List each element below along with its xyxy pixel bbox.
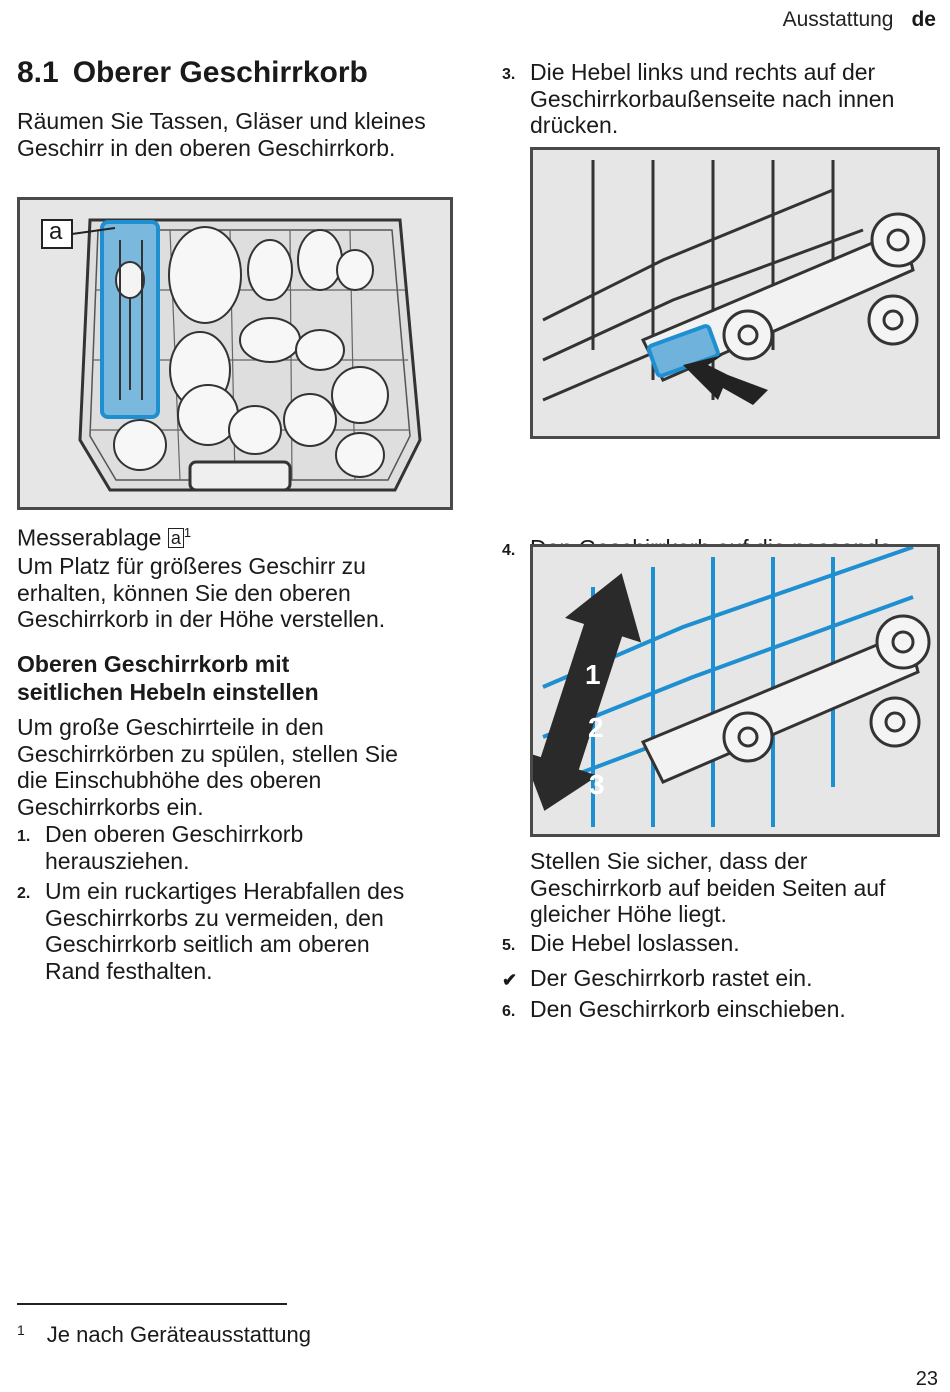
upper-basket-illustration	[20, 200, 450, 507]
level-label-2: 2	[588, 712, 604, 743]
step-1	[17, 821, 447, 874]
running-header	[783, 8, 936, 32]
step-result	[502, 965, 932, 992]
step-number: 5.	[502, 937, 516, 954]
footnote-ref: 1	[183, 525, 192, 540]
step-text: Den oberen Geschirrkorb herausziehen.	[45, 821, 304, 874]
step-text: Die Hebel loslassen.	[530, 930, 740, 956]
step-number: 4.	[502, 541, 516, 559]
step-5	[502, 930, 932, 957]
step-text: Den Geschirrkorb einschieben.	[530, 996, 846, 1022]
caption-text: Messerablage	[17, 524, 162, 551]
footnote-mark: 1	[17, 1322, 25, 1338]
level-label-1: 1	[585, 659, 601, 690]
height-levels-figure	[530, 544, 940, 837]
footnote-divider	[17, 1303, 287, 1305]
step-text: Um ein ruckartiges Herabfallen des Geschirrkorbs zu vermeiden, den Geschirrkorb seitlich am oberen Rand festhalten.	[45, 878, 405, 984]
step-number: 3.	[502, 66, 516, 83]
adjust-paragraph: Um Platz für größeres Geschirr zu erhalten, können Sie den oberen Geschirrkorb in der Höhe verstellen.	[17, 553, 386, 632]
subheading: Oberen Geschirrkorb mit seitlichen Hebeln einstellen	[17, 651, 319, 705]
header-language: de	[911, 8, 936, 31]
footnote	[17, 1322, 311, 1348]
step-number: 1.	[17, 828, 31, 845]
step-number: 6.	[502, 1003, 516, 1020]
instruction-paragraph: Um große Geschirrteile in den Geschirrkörben zu spülen, stellen Sie die Einschubhöhe des oberen Geschirrkorbs ein.	[17, 714, 398, 820]
lever-press-figure	[530, 147, 940, 439]
step-2	[17, 878, 415, 984]
level-label-3: 3	[589, 769, 605, 800]
section-title-text: Oberer Geschirrkorb	[72, 56, 368, 89]
intro-text: Räumen Sie Tassen, Gläser und kleines Geschirr in den oberen Geschirrkorb.	[17, 108, 426, 161]
page-number: 23	[915, 1368, 938, 1390]
figure-caption	[17, 520, 457, 551]
header-section: Ausstattung	[782, 8, 894, 31]
section-title	[17, 56, 368, 90]
upper-basket-figure	[17, 197, 453, 510]
check-icon: ✔	[502, 969, 518, 990]
step-text: Die Hebel links und rechts auf der Geschirrkorbaußenseite nach innen drücken.	[530, 59, 895, 138]
caption-key: a	[168, 528, 184, 548]
steps-list-left	[17, 821, 447, 984]
step-number: 2.	[17, 885, 31, 902]
section-number: 8.1	[17, 56, 59, 89]
level-note: Stellen Sie sicher, dass der Geschirrkorb auf beiden Seiten auf gleicher Höhe liegt.	[530, 848, 886, 927]
footnote-text: Je nach Geräteausstattung	[46, 1322, 311, 1347]
step-6	[502, 996, 932, 1023]
figure-label-a: a	[49, 218, 63, 245]
steps-list-right	[502, 930, 932, 1023]
step-text: Der Geschirrkorb rastet ein.	[530, 964, 813, 991]
lever-press-illustration	[533, 150, 937, 436]
step-3	[502, 59, 940, 139]
